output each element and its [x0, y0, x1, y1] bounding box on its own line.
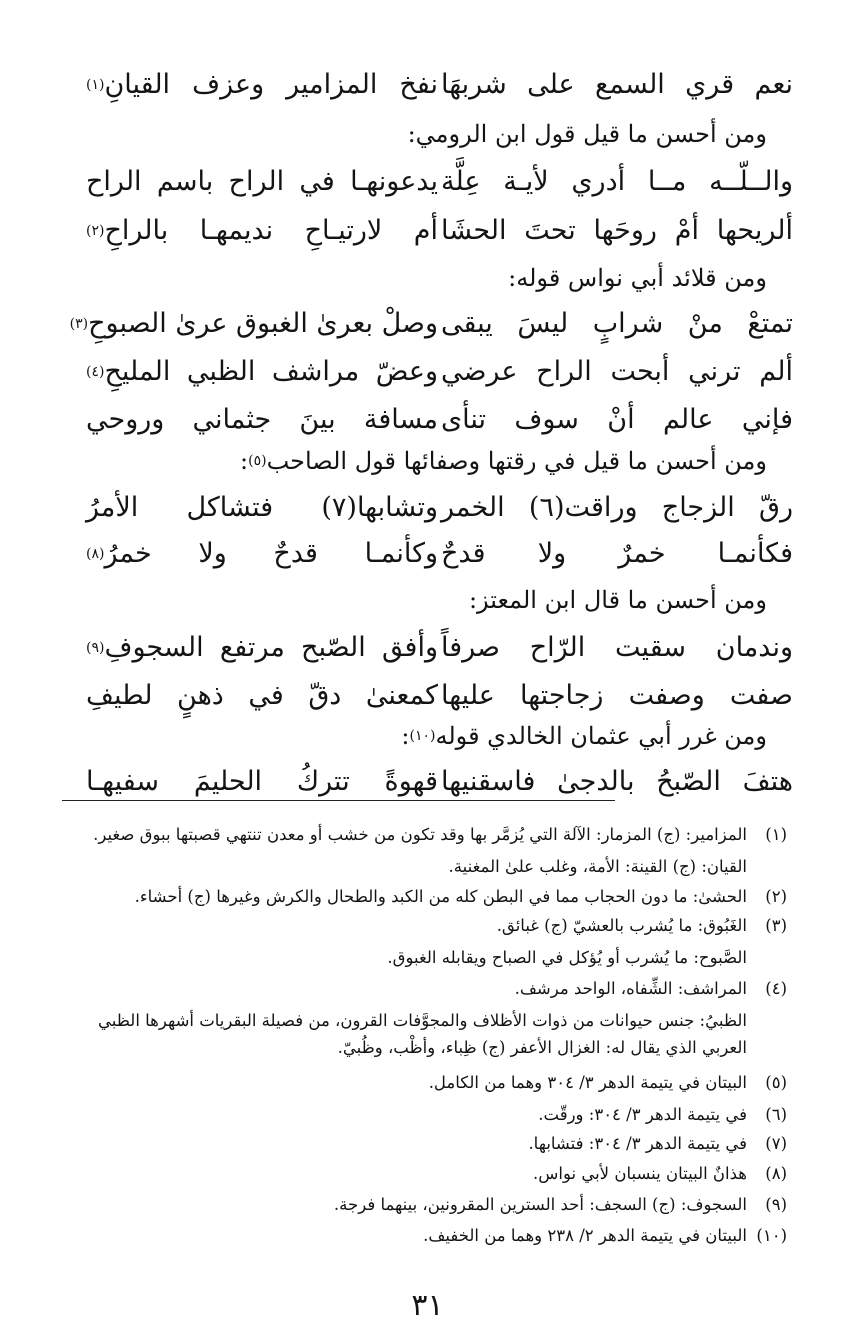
footnote-marker: (٢) — [86, 223, 105, 239]
intro-line: ومن أحسن ما قيل في رقتها وصفائها قول الصاحب$^{(٥)}$: — [240, 447, 767, 475]
footnote-marker: (٣) — [69, 316, 89, 332]
footnote — [60, 1072, 787, 1094]
intro-line: ومن أحسن ما قيل قول ابن الرومي: — [407, 120, 767, 148]
verse-line — [69, 302, 793, 356]
footnote — [60, 1133, 787, 1155]
verse-second-hemistich: مسافة بينَ جثماني وروحي — [86, 404, 438, 435]
intro-line: ومن غرر أبي عثمان الخالدي قوله$^{(١٠)}$: — [401, 722, 767, 750]
verse-first-hemistich: والــلّــه مــا أدري لأيـة عِلَّة — [441, 166, 793, 197]
verse-line — [86, 626, 793, 680]
footnote-text: في يتيمة الدهر ٣/ ٣٠٤: فتشابها. — [528, 1134, 747, 1153]
verse-first-hemistich: فإني عالم أنْ سوف تنأى — [441, 404, 793, 435]
verse-first-hemistich: هتفَ الصّبحُ بالدجىٰ فاسقنيها — [441, 766, 793, 797]
footnote-number: (٤) — [765, 979, 787, 998]
footnote-text: السجوف: (ج) السجف: أحد السترين المقرونين، بينهما فرجة. — [333, 1195, 747, 1214]
verse-second-hemistich: وتشابها(٧) فتشاكل الأمرُ — [86, 492, 438, 523]
footnote — [60, 1194, 787, 1216]
footnote-marker: (٨) — [86, 546, 105, 562]
footnote-continuation: الظبيُ: جنس حيوانات من ذوات الأظلاف والمجوَّفات القرون، من فصيلة البقريات أشهرها الظبي — [98, 1011, 747, 1030]
footnote — [60, 1104, 787, 1126]
footnote-text: المراشف: الشِّفاه، الواحد مرشف. — [514, 979, 747, 998]
footnote — [60, 978, 787, 1000]
footnote-number: (٦) — [765, 1105, 787, 1124]
footnote-number: (١) — [765, 825, 787, 844]
footnote-marker: (٤) — [86, 364, 105, 380]
verse-line — [86, 532, 793, 586]
verse-second-hemistich: وعضّ مراشف الظبي المليحِ$^{(٤)}$ — [86, 356, 438, 387]
footnote-number: (٢) — [765, 887, 787, 906]
verse-second-hemistich: وأفق الصّبح مرتفع السجوفِ$^{(٩)}$ — [86, 632, 438, 663]
footnote — [60, 824, 787, 846]
footnote — [60, 1163, 787, 1185]
page-number: ٣١ — [411, 1288, 444, 1323]
footnote-marker: (١) — [86, 77, 105, 93]
verse-second-hemistich: كمعنىٰ دقّ في ذهنٍ لطيفِ — [86, 680, 438, 711]
verse-line — [86, 160, 793, 214]
footnote-text: المزامير: (ج) المزمار: الآلة التي يُزمَّر بها وقد تكون من خشب أو معدن تنتهي قصبتها ببوق صغير. — [93, 825, 747, 844]
verse-line — [86, 760, 793, 814]
verse-line — [86, 63, 793, 117]
footnote-text: الغَبُوق: ما يُشرب بالعشيّ (ج) غبائق. — [496, 916, 747, 935]
verse-second-hemistich: وكأنمـا قدحٌ ولا خمرُ$^{(٨)}$ — [86, 538, 438, 569]
verse-line — [86, 209, 793, 263]
intro-line: ومن أحسن ما قال ابن المعتز: — [468, 586, 767, 614]
verse-first-hemistich: وندمان سقيت الرّاح صرفاً — [441, 632, 793, 663]
footnote-number: (٧) — [765, 1134, 787, 1153]
footnote — [60, 915, 787, 937]
verse-second-hemistich: قهوةً تتركُ الحليمَ سفيهـا — [86, 766, 438, 797]
footnote-separator — [62, 800, 615, 801]
intro-line: ومن قلائد أبي نواس قوله: — [508, 264, 767, 292]
footnote-number: (١٠) — [756, 1226, 787, 1245]
verse-first-hemistich: صفت وصفت زجاجتها عليها — [441, 680, 793, 711]
footnote-text: في يتيمة الدهر ٣/ ٣٠٤: ورقّت. — [538, 1105, 747, 1124]
verse-first-hemistich: فكأنمـا خمرٌ ولا قدحٌ — [441, 538, 793, 569]
footnote-text: الحشىٰ: ما دون الحجاب مما في البطن كله من الكبد والطحال والكرش وغيرها (ج) أحشاء. — [134, 887, 747, 906]
footnote-number: (٣) — [765, 916, 787, 935]
footnote-marker: (٩) — [86, 640, 105, 656]
verse-second-hemistich: وصلْ بعرىٰ الغبوق عرىٰ الصبوحِ$^{(٣)}$ — [69, 308, 438, 339]
footnote-continuation: القيان: (ج) القينة: الأمة، وغلب علىٰ المغنية. — [448, 857, 747, 876]
verse-second-hemistich: أم لارتيـاحِ نديمهـا بالراحِ$^{(٢)}$ — [86, 215, 438, 246]
verse-line — [86, 350, 793, 404]
verse-first-hemistich: نعم قري السمع على شربهَا — [441, 69, 793, 100]
footnote-text: البيتان في يتيمة الدهر ٣/ ٣٠٤ وهما من الكامل. — [428, 1073, 747, 1092]
verse-first-hemistich: ألريحها أمْ روحَها تحتَ الحشَا — [441, 215, 793, 246]
footnote-number: (٨) — [765, 1164, 787, 1183]
footnote-number: (٥) — [765, 1073, 787, 1092]
verse-first-hemistich: تمتعْ منْ شرابٍ ليسَ يبقى — [441, 308, 793, 339]
verse-first-hemistich: ألم ترني أبحت الراح عرضي — [441, 356, 793, 387]
footnote-number: (٩) — [765, 1195, 787, 1214]
footnote-continuation: العربي الذي يقال له: الغزال الأعفر (ج) ظِباء، وأظْب، وظُبيّ. — [337, 1038, 747, 1057]
footnote-text: البيتان في يتيمة الدهر ٢/ ٢٣٨ وهما من الخفيف. — [423, 1226, 747, 1245]
footnote-marker: (١٠) — [409, 728, 436, 744]
verse-first-hemistich: رقّ الزجاج وراقت(٦) الخمر — [441, 492, 794, 523]
footnote-text: هذانٌ البيتان ينسبان لأبي نواس. — [533, 1164, 747, 1183]
footnote-continuation: الصَّبوح: ما يُشرب أو يُؤكل في الصباح ويقابله الغبوق. — [387, 948, 747, 967]
verse-second-hemistich: نفخ المزامير وعزف القيانِ$^{(١)}$ — [86, 69, 438, 100]
footnote — [60, 886, 787, 908]
footnote — [60, 1225, 787, 1247]
verse-second-hemistich: يدعونهـا في الراح باسم الراح — [86, 166, 438, 197]
footnote-marker: (٥) — [248, 453, 267, 469]
